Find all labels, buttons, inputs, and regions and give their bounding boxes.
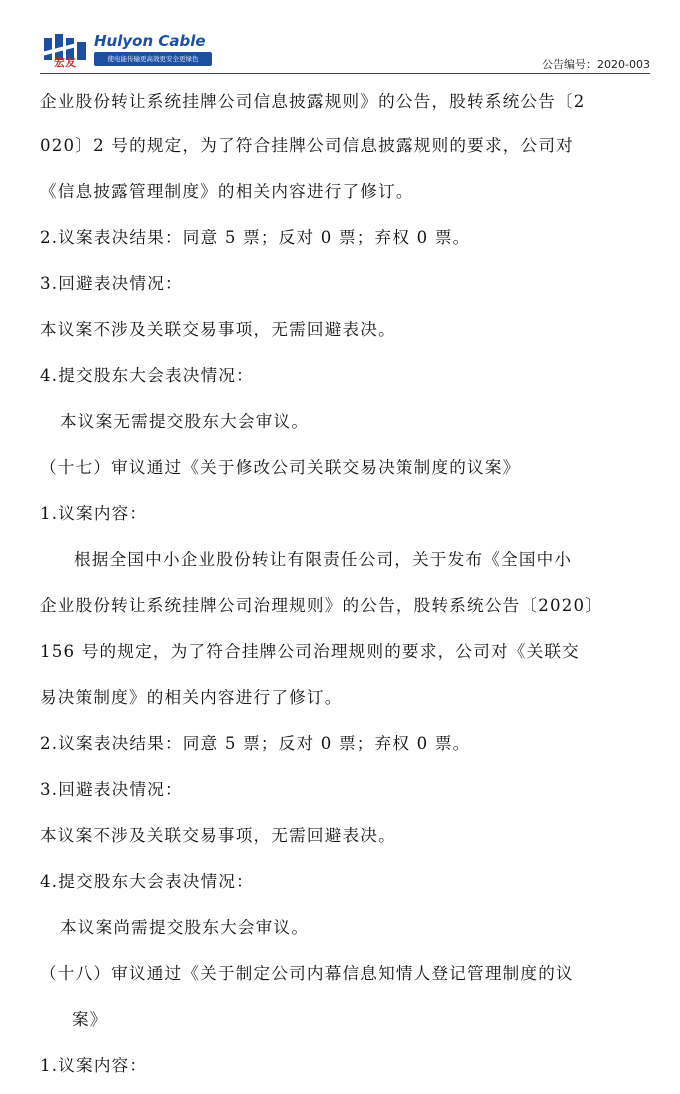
text-line: 企业股份转让系统挂牌公司治理规则》的公告，股转系统公告〔2020〕 bbox=[40, 596, 604, 615]
text-line: 020〕2 号的规定，为了符合挂牌公司信息披露规则的要求，公司对 bbox=[40, 136, 574, 155]
section-heading: 1.议案内容： bbox=[40, 504, 148, 523]
section-heading: 4.提交股东大会表决情况： bbox=[40, 366, 254, 385]
brand-name-cn: 宏友 bbox=[54, 56, 76, 69]
section-heading: 3.回避表决情况： bbox=[40, 274, 183, 293]
section-heading: 1.议案内容： bbox=[40, 1056, 148, 1075]
resolution-title: （十七）审议通过《关于修改公司关联交易决策制度的议案》 bbox=[40, 458, 521, 477]
text-line: 《信息披露管理制度》的相关内容进行了修订。 bbox=[40, 182, 414, 201]
company-logo bbox=[42, 28, 212, 72]
text-line: 根据全国中小企业股份转让有限责任公司，关于发布《全国中小 bbox=[74, 550, 573, 569]
text-line: 案》 bbox=[72, 1010, 108, 1029]
text-line: 本议案无需提交股东大会审议。 bbox=[60, 412, 310, 431]
vote-result: 2.议案表决结果：同意 5 票；反对 0 票；弃权 0 票。 bbox=[40, 228, 471, 247]
text-line: 本议案不涉及关联交易事项，无需回避表决。 bbox=[40, 826, 396, 845]
text-line: 本议案尚需提交股东大会审议。 bbox=[60, 918, 310, 937]
text-line: 156 号的规定，为了符合挂牌公司治理规则的要求，公司对《关联交 bbox=[40, 642, 580, 661]
page-header bbox=[0, 0, 680, 76]
announcement-number: 公告编号：2020-003 bbox=[542, 58, 650, 71]
text-line: 本议案不涉及关联交易事项，无需回避表决。 bbox=[40, 320, 396, 339]
resolution-title: （十八）审议通过《关于制定公司内幕信息知情人登记管理制度的议 bbox=[40, 964, 574, 983]
header-divider bbox=[40, 73, 650, 74]
vote-result: 2.议案表决结果：同意 5 票；反对 0 票；弃权 0 票。 bbox=[40, 734, 471, 753]
section-heading: 3.回避表决情况： bbox=[40, 780, 183, 799]
brand-name-en: Hulyon Cable bbox=[94, 32, 206, 50]
section-heading: 4.提交股东大会表决情况： bbox=[40, 872, 254, 891]
text-line: 企业股份转让系统挂牌公司信息披露规则》的公告，股转系统公告〔2 bbox=[40, 92, 586, 111]
text-line: 易决策制度》的相关内容进行了修订。 bbox=[40, 688, 343, 707]
brand-slogan: 使电能传输更高效更安全更绿色 bbox=[94, 52, 212, 66]
